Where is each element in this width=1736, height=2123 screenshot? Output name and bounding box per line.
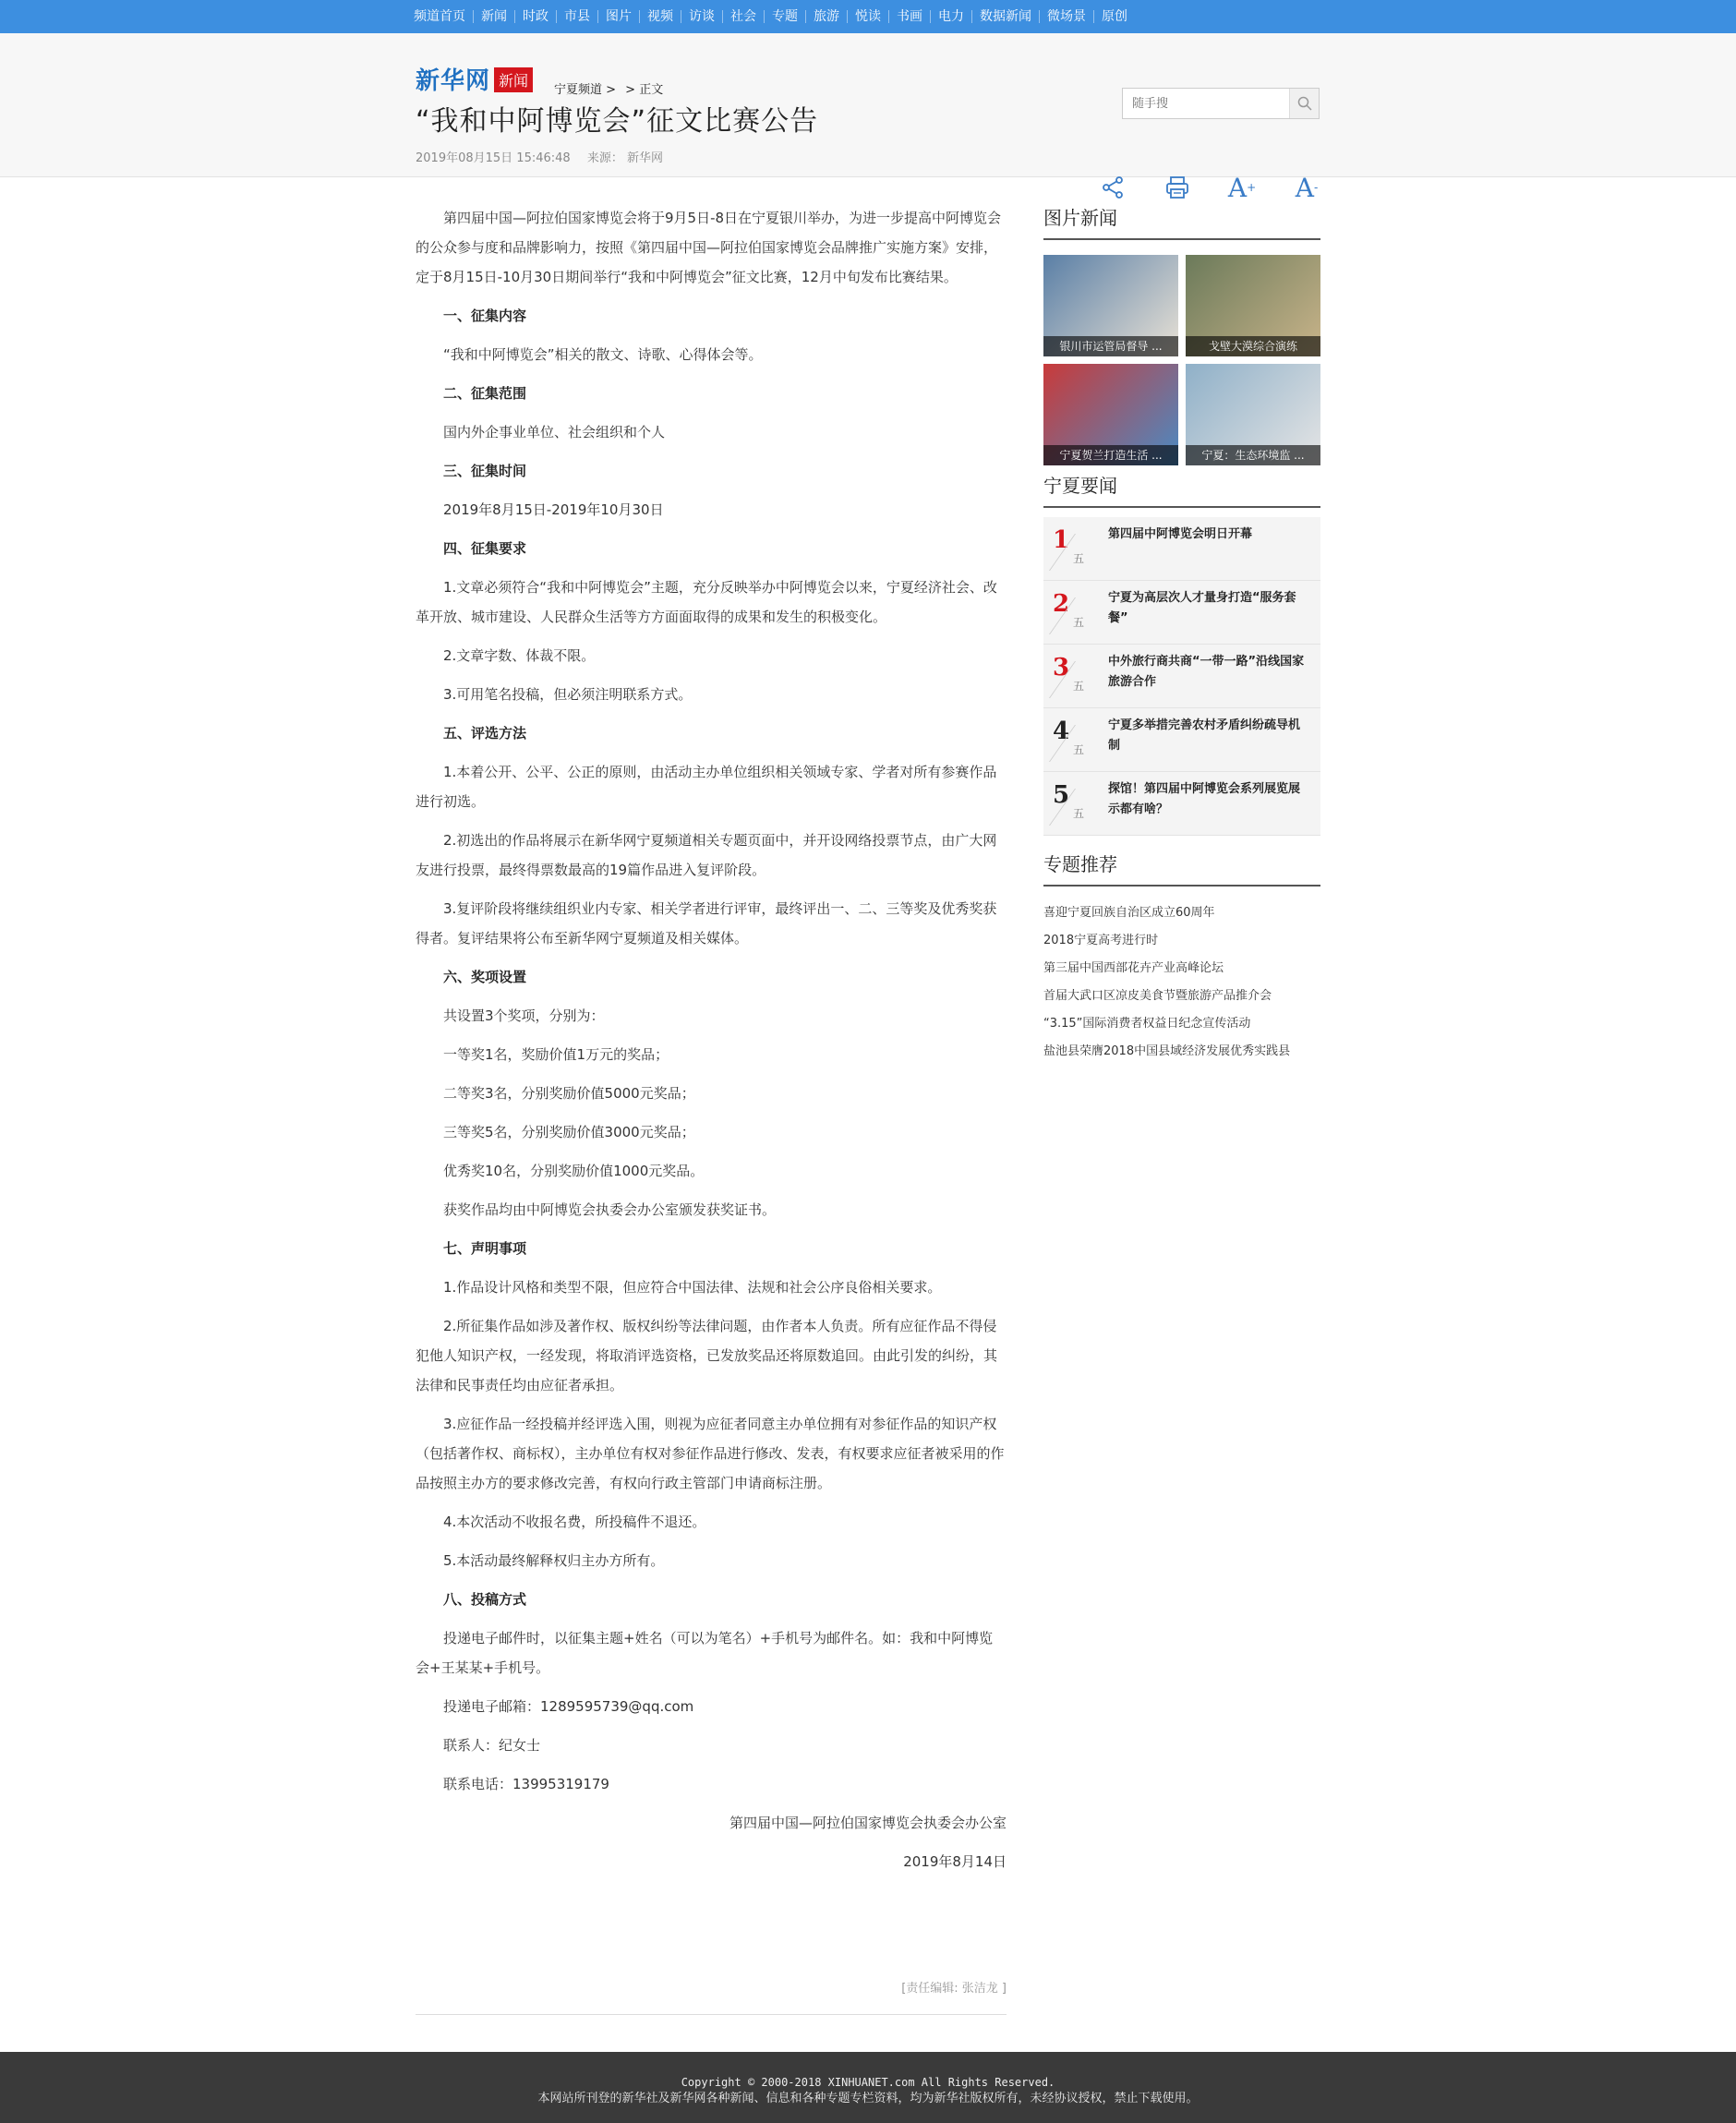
- weekday-label: 五: [1073, 743, 1085, 756]
- section-heading: 六、奖项设置: [443, 969, 527, 985]
- article-paragraph: 一等奖1名，奖励价值1万元的奖品；: [443, 1046, 669, 1063]
- photo-news-item[interactable]: [1186, 364, 1320, 465]
- nav-item[interactable]: 原创: [1093, 10, 1135, 23]
- news-list-item[interactable]: [1043, 708, 1320, 772]
- news-headline[interactable]: 宁夏为高层次人才量身打造“服务套餐”: [1108, 591, 1296, 625]
- nav-item[interactable]: 旅游: [805, 10, 847, 23]
- article-paragraph: 2.初选出的作品将展示在新华网宁夏频道相关专题页面中，并开设网络投票节点，由广大网友进行投票，最终得票数最高的19篇作品进入复评阶段。: [416, 832, 997, 878]
- photo-caption: 戈壁大漠综合演练: [1186, 336, 1320, 356]
- article-paragraph: 优秀奖10名，分别奖励价值1000元奖品。: [443, 1163, 705, 1179]
- weekday-label: 五: [1073, 616, 1085, 629]
- nav-item[interactable]: 频道首页: [414, 9, 465, 24]
- sidebar: [1043, 203, 1320, 1058]
- article-paragraph: 1.本着公开、公平、公正的原则，由活动主办单位组织相关领域专家、学者对所有参赛作品进行初选。: [416, 764, 997, 810]
- rank-number: 1: [1053, 526, 1070, 554]
- nav-item[interactable]: 专题: [764, 10, 805, 23]
- topic-recommend-title: 专题推荐: [1043, 850, 1320, 887]
- photo-news-item[interactable]: [1186, 255, 1320, 356]
- rank-number: 4: [1053, 718, 1070, 745]
- news-list-item[interactable]: [1043, 772, 1320, 836]
- nav-item[interactable]: 市县: [556, 10, 597, 23]
- ningxia-news-title: 宁夏要闻: [1043, 471, 1320, 508]
- breadcrumb: [554, 79, 669, 97]
- topic-link[interactable]: “3.15”国际消费者权益日纪念宣传活动: [1043, 1017, 1251, 1031]
- nav-item[interactable]: 书画: [888, 10, 930, 23]
- copyright-text: Copyright © 2000-2018 XINHUANET.com All Rights Reserved.: [681, 2076, 1055, 2089]
- article-paragraph: 1.文章必须符合“我和中阿博览会”主题，充分反映举办中阿博览会以来，宁夏经济社会、改革开放、城市建设、人民群众生活等方方面面取得的成果和发生的积极变化。: [416, 579, 997, 625]
- page-header: [0, 33, 1736, 203]
- photo-caption: 银川市运管局督导 ...: [1043, 336, 1178, 356]
- signature-line: 第四届中国—阿拉伯国家博览会执委会办公室: [729, 1815, 1007, 1831]
- article-paragraph: 投递电子邮箱：1289595739@qq.com: [443, 1698, 694, 1715]
- share-icon: [1100, 175, 1126, 200]
- nav-item[interactable]: 电力: [930, 10, 971, 23]
- article-paragraph: 3.应征作品一经投稿并经评选入围，则视为应征者同意主办单位拥有对参征作品的知识产权（包括著作权、商标权），主办单位有权对参征作品进行修改、发表，有权要求应征者被采用的作品按照主办方的要求修改完善，有权向行政主管部门申请商标注册。: [416, 1416, 1005, 1491]
- weekday-label: 五: [1073, 807, 1085, 820]
- section-heading: 五、评选方法: [443, 725, 527, 742]
- font-decrease-icon: A: [1295, 172, 1314, 203]
- photo-news-title: 图片新闻: [1043, 203, 1320, 240]
- nav-item[interactable]: 视频: [639, 10, 681, 23]
- article-meta: [416, 148, 676, 165]
- section-heading: 三、征集时间: [443, 463, 527, 479]
- article-paragraph: 3.复评阶段将继续组织业内专家、相关学者进行评审，最终评出一、二、三等奖及优秀奖获得者。复评结果将公布至新华网宁夏频道及相关媒体。: [416, 900, 997, 947]
- section-heading: 七、声明事项: [443, 1240, 527, 1257]
- print-button[interactable]: [1163, 172, 1191, 203]
- article-body: [416, 203, 1007, 1886]
- nav-item[interactable]: 微场景: [1039, 10, 1093, 23]
- weekday-label: 五: [1073, 552, 1085, 565]
- nav-item[interactable]: 图片: [597, 10, 639, 23]
- article-paragraph: 二等奖3名，分别奖励价值5000元奖品；: [443, 1085, 695, 1102]
- article-paragraph: 4.本次活动不收报名费，所投稿件不退还。: [443, 1514, 706, 1530]
- article-tools: [1099, 172, 1320, 203]
- page-footer: [0, 2052, 1736, 2123]
- article-source: 来源： 新华网: [586, 151, 663, 165]
- article-paragraph: 2019年8月15日-2019年10月30日: [443, 501, 664, 518]
- logo-brand: 新华网: [416, 67, 491, 95]
- nav-item[interactable]: 悦读: [847, 10, 888, 23]
- copyright-notice: 本网站所刊登的新华社及新华网各种新闻、信息和各种专题专栏资料，均为新华社版权所有，未经协议授权，禁止下载使用。: [537, 2092, 1199, 2105]
- topic-link[interactable]: 喜迎宁夏回族自治区成立60周年: [1043, 906, 1215, 920]
- signature-line: 2019年8月14日: [903, 1853, 1007, 1870]
- nav-item[interactable]: 访谈: [681, 10, 722, 23]
- article-paragraph: 联系电话：13995319179: [443, 1776, 609, 1792]
- responsible-editor: [责任编辑: 张洁龙 ]: [416, 1978, 1007, 2015]
- photo-caption: 宁夏贺兰打造生活 ...: [1043, 445, 1178, 465]
- font-decrease-button[interactable]: A -: [1295, 172, 1319, 203]
- publish-date: 2019年08月15日 15:46:48: [416, 151, 571, 165]
- article-paragraph: 5.本活动最终解释权归主办方所有。: [443, 1552, 665, 1569]
- topic-link[interactable]: 第三届中国西部花卉产业高峰论坛: [1043, 961, 1224, 975]
- photo-news-grid: [1043, 255, 1320, 467]
- breadcrumb-current: > 正文: [625, 83, 664, 97]
- article-paragraph: 第四届中国—阿拉伯国家博览会将于9月5日-8日在宁夏银川举办，为进一步提高中阿博览会的公众参与度和品牌影响力，按照《第四届中国—阿拉伯国家博览会品牌推广实施方案》安排，定于8月15日-10月30日期间举行“我和中阿博览会”征文比赛，12月中旬发布比赛结果。: [416, 210, 1002, 285]
- article-paragraph: 1.作品设计风格和类型不限，但应符合中国法律、法规和社会公序良俗相关要求。: [443, 1279, 942, 1296]
- photo-news-item[interactable]: [1043, 255, 1178, 356]
- news-headline[interactable]: 宁夏多举措完善农村矛盾纠纷疏导机制: [1108, 718, 1301, 753]
- rank-number: 5: [1053, 781, 1070, 809]
- photo-news-item[interactable]: [1043, 364, 1178, 465]
- breadcrumb-channel[interactable]: 宁夏频道 >: [554, 83, 617, 97]
- section-heading: 四、征集要求: [443, 540, 527, 557]
- article-paragraph: 2.文章字数、体裁不限。: [443, 647, 596, 664]
- rank-number: 2: [1053, 590, 1070, 618]
- weekday-label: 五: [1073, 680, 1085, 693]
- nav-item[interactable]: 时政: [514, 10, 556, 23]
- photo-caption: 宁夏：生态环境监 ...: [1186, 445, 1320, 465]
- ningxia-news-section: [1043, 471, 1320, 836]
- rank-number: 3: [1053, 654, 1070, 682]
- topic-list: [1043, 899, 1320, 1066]
- topic-recommend-section: [1043, 850, 1320, 1066]
- section-heading: 二、征集范围: [443, 385, 527, 402]
- ningxia-news-list: [1043, 517, 1320, 836]
- top-nav-bar: [0, 0, 1736, 33]
- article-paragraph: “我和中阿博览会”相关的散文、诗歌、心得体会等。: [443, 346, 763, 363]
- article-paragraph: 国内外企事业单位、社会组织和个人: [443, 424, 666, 440]
- article-paragraph: 投递电子邮件时，以征集主题+姓名（可以为笔名）+手机号为邮件名。如：我和中阿博览会+王某某+手机号。: [416, 1630, 994, 1676]
- article-paragraph: 3.可用笔名投稿，但必须注明联系方式。: [443, 686, 693, 703]
- article-paragraph: 联系人：纪女士: [443, 1737, 541, 1754]
- share-button[interactable]: [1099, 172, 1127, 203]
- print-icon: [1164, 175, 1190, 200]
- top-nav-items: [414, 0, 1135, 33]
- section-heading: 一、征集内容: [443, 308, 527, 324]
- site-logo[interactable]: [416, 59, 533, 96]
- topic-link[interactable]: 首届大武口区凉皮美食节暨旅游产品推介会: [1043, 989, 1272, 1003]
- section-heading: 八、投稿方式: [443, 1591, 527, 1608]
- nav-item[interactable]: 新闻: [473, 10, 514, 23]
- news-headline[interactable]: 探馆！第四届中阿博览会系列展览展示都有啥？: [1108, 782, 1301, 816]
- news-list-item[interactable]: [1043, 517, 1320, 581]
- search-box: [1122, 88, 1320, 119]
- search-button[interactable]: [1289, 89, 1319, 118]
- article-paragraph: 获奖作品均由中阿博览会执委会办公室颁发获奖证书。: [443, 1201, 777, 1218]
- article-paragraph: 2.所征集作品如涉及著作权、版权纠纷等法律问题，由作者本人负责。所有应征作品不得侵犯他人知识产权，一经发现，将取消评选资格，已发放奖品还将原数追回。由此引发的纠纷，其法律和民事责任均由应征者承担。: [416, 1318, 998, 1393]
- page-title: “我和中阿博览会”征文比赛公告: [416, 105, 819, 138]
- nav-item[interactable]: 数据新闻: [971, 10, 1039, 23]
- search-input[interactable]: [1123, 89, 1289, 118]
- news-list-item[interactable]: [1043, 581, 1320, 645]
- font-increase-button[interactable]: A +: [1227, 172, 1257, 203]
- news-list-item[interactable]: [1043, 645, 1320, 708]
- news-headline[interactable]: 第四届中阿博览会明日开幕: [1108, 527, 1253, 541]
- article-paragraph: 三等奖5名，分别奖励价值3000元奖品；: [443, 1124, 695, 1140]
- search-icon: [1297, 96, 1312, 111]
- news-headline[interactable]: 中外旅行商共商“一带一路”沿线国家旅游合作: [1108, 655, 1305, 689]
- article-paragraph: 共设置3个奖项，分别为：: [443, 1007, 605, 1024]
- font-increase-icon: A: [1227, 172, 1248, 203]
- logo-tag: 新闻: [494, 67, 533, 92]
- topic-link[interactable]: 2018宁夏高考进行时: [1043, 934, 1159, 947]
- nav-item[interactable]: 社会: [722, 10, 764, 23]
- topic-link[interactable]: 盐池县荣膺2018中国县域经济发展优秀实践县: [1043, 1044, 1291, 1058]
